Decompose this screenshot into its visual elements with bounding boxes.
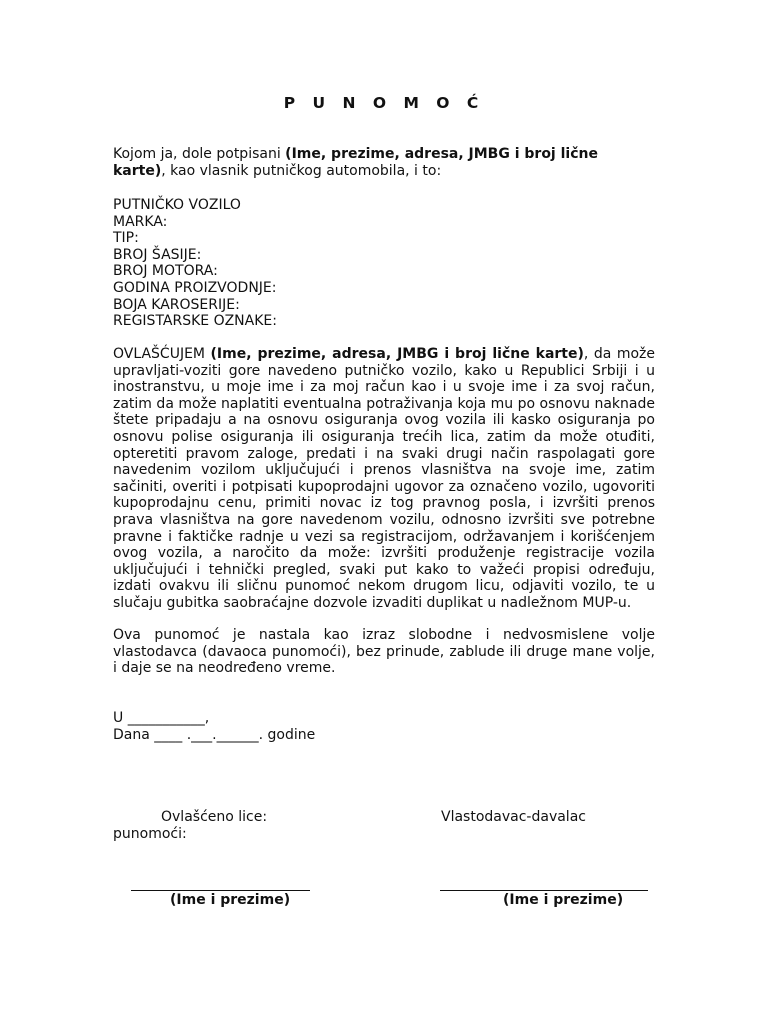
place-date-block	[113, 710, 315, 743]
signature-left-label-continued: punomoći:	[113, 826, 187, 842]
vehicle-fields-list	[113, 197, 277, 330]
authorization-bold-placeholder: (Ime, prezime, adresa, JMBG i broj lične karte)	[210, 346, 584, 362]
date-line: Dana ____ .___.______. godine	[113, 726, 316, 743]
vehicle-field: GODINA PROIZVODNJE:	[113, 279, 277, 296]
authorization-body: , da može upravljati-voziti gore navedeno putničko vozilo, kako u Republici Srbiji i u inostranstvu, u moje ime i za moj račun kao i u svoje ime i za svoj račun, zatim da može naplatiti eventualna potraživanja koja mu po osnovu naknade štete pripadaju a na osnovu osiguranja ovog vozila ili kasko osiguranja po osnovu polise osiguranja ili osiguranja trećih lica, zatim da može otuđiti, opteretiti pravom zaloge, predati i na svaki drugi način raspolagati gore navedenim vozilom uključujući i prenos vlasništva na svoje ime, zatim sačiniti, overiti i potpisati kupoprodajni ugovor za označeno vozilo, ugovoriti kupoprodajnu cenu, primiti novac iz tog pravnog posla, i izvršiti prenos prava vlasništva na gore navedenom vozilu, odnosno izvršiti sve potrebne pravne i faktičke radnje u vezi sa registracijom, održavanjem i korišćenjem ovog vozila, a naročito da može: izvršiti produženje registracije vozila uključujući i tehnički pregled, svaki put kako to važeći propisi određuju, izdati ovakvu ili sličnu punomoć nekom drugom licu, odjaviti vozilo, te u slučaju gubitka saobraćajne dozvole izvaditi duplikat u nadležnom MUP-u.	[113, 346, 655, 611]
intro-text-before: Kojom ja, dole potpisani	[113, 146, 286, 162]
signature-right-label: Vlastodavac-davalac	[441, 809, 586, 825]
authorization-lead: OVLAŠĆUJEM	[113, 346, 211, 362]
vehicle-field: BOJA KAROSERIJE:	[113, 296, 240, 313]
document-title: P U N O M O Ć	[283, 94, 485, 112]
authorization-paragraph	[113, 346, 655, 612]
vehicle-field: MARKA:	[113, 213, 168, 230]
declaration-paragraph: Ova punomoć je nastala kao izraz slobodne i nedvosmislene volje vlastodavca (davaoca punomoći), bez prinude, zablude ili druge mane volje, i daje se na neodređeno vreme.	[113, 627, 655, 677]
signature-left-name: (Ime i prezime)	[170, 892, 291, 908]
vehicle-field: REGISTARSKE OZNAKE:	[113, 313, 277, 330]
signature-left-label: Ovlašćeno lice:	[161, 809, 268, 825]
vehicle-field: BROJ ŠASIJE:	[113, 246, 202, 263]
signature-right-name: (Ime i prezime)	[503, 892, 624, 908]
place-line: U ___________,	[113, 710, 210, 726]
signature-right-line	[440, 890, 648, 891]
intro-paragraph	[113, 146, 655, 179]
intro-text-after: , kao vlasnik putničkog automobila, i to:	[161, 162, 442, 179]
vehicle-field: BROJ MOTORA:	[113, 263, 218, 280]
vehicle-field: PUTNIČKO VOZILO	[113, 197, 241, 213]
vehicle-field: TIP:	[113, 230, 139, 247]
signature-left-line	[131, 890, 310, 891]
intro-bold-placeholder: (Ime, prezime, adresa, JMBG i broj lične karte)	[113, 146, 598, 179]
